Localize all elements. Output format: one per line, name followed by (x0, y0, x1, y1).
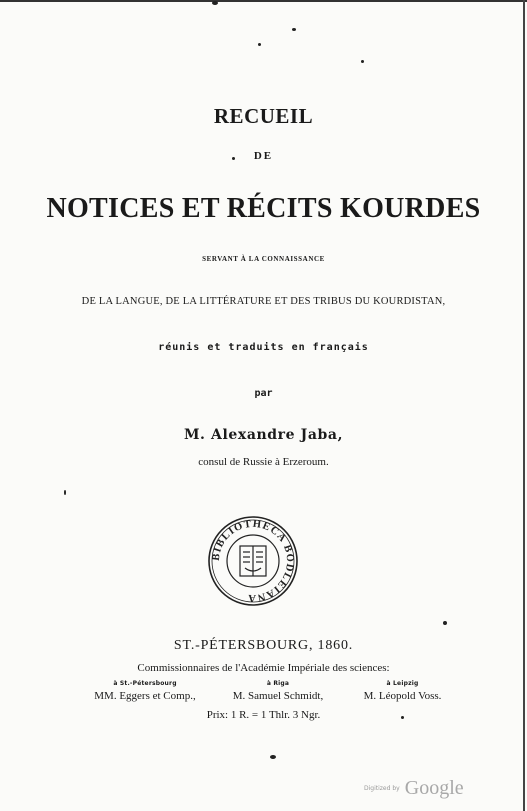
author-name: M. Alexandre Jaba, (183, 427, 344, 443)
servant-line: SERVANT À LA CONNAISSANCE (202, 255, 325, 263)
digitized-by-text: Digitized by (364, 785, 400, 792)
ink-speck (64, 490, 66, 495)
google-watermark (364, 777, 464, 800)
ink-speck (361, 60, 364, 63)
agent-st-petersbourg (86, 679, 204, 703)
agent-city: à Leipzig (386, 680, 419, 687)
stamp-seal-icon (207, 515, 299, 607)
ink-speck (258, 43, 261, 46)
agent-city: à Riga (266, 680, 290, 687)
by-line: par (254, 388, 273, 399)
main-title: NOTICES ET RÉCITS KOURDES (46, 193, 481, 224)
heading-recueil: RECUEIL (213, 104, 314, 128)
ink-speck (292, 28, 296, 31)
agent-name: M. Léopold Voss. (363, 690, 442, 702)
heading-de: DE (253, 150, 274, 162)
library-stamp (207, 515, 299, 607)
price-line: Prix: 1 R. = 1 Thlr. 3 Ngr. (206, 709, 321, 721)
subtitle-line: DE LA LANGUE, DE LA LITTÉRATURE ET DES TRIBUS DU KOURDISTAN, (81, 296, 446, 307)
google-logo: Google (404, 777, 464, 799)
agent-name: M. Samuel Schmidt, (232, 690, 324, 702)
agents-row (86, 679, 461, 709)
agent-city: à St.-Pétersbourg (113, 680, 177, 687)
agent-leipzig (344, 679, 461, 703)
ink-speck (212, 1, 218, 5)
ink-speck (270, 755, 276, 759)
stamp-ring-text: BIBLIOTHECA BODLEIANA (210, 518, 296, 604)
imprint-commissionaires: Commissionnaires de l'Académie Impériale des sciences: (137, 662, 390, 674)
top-border-line (0, 0, 527, 2)
ink-speck (443, 621, 447, 625)
author-role: consul de Russie à Erzeroum. (198, 456, 329, 468)
imprint-city-year: ST.-PÉTERSBOURG, 1860. (173, 638, 354, 653)
agent-riga (224, 679, 332, 703)
agent-name: MM. Eggers et Comp., (94, 690, 196, 702)
translation-note: réunis et traduits en français (158, 342, 369, 353)
